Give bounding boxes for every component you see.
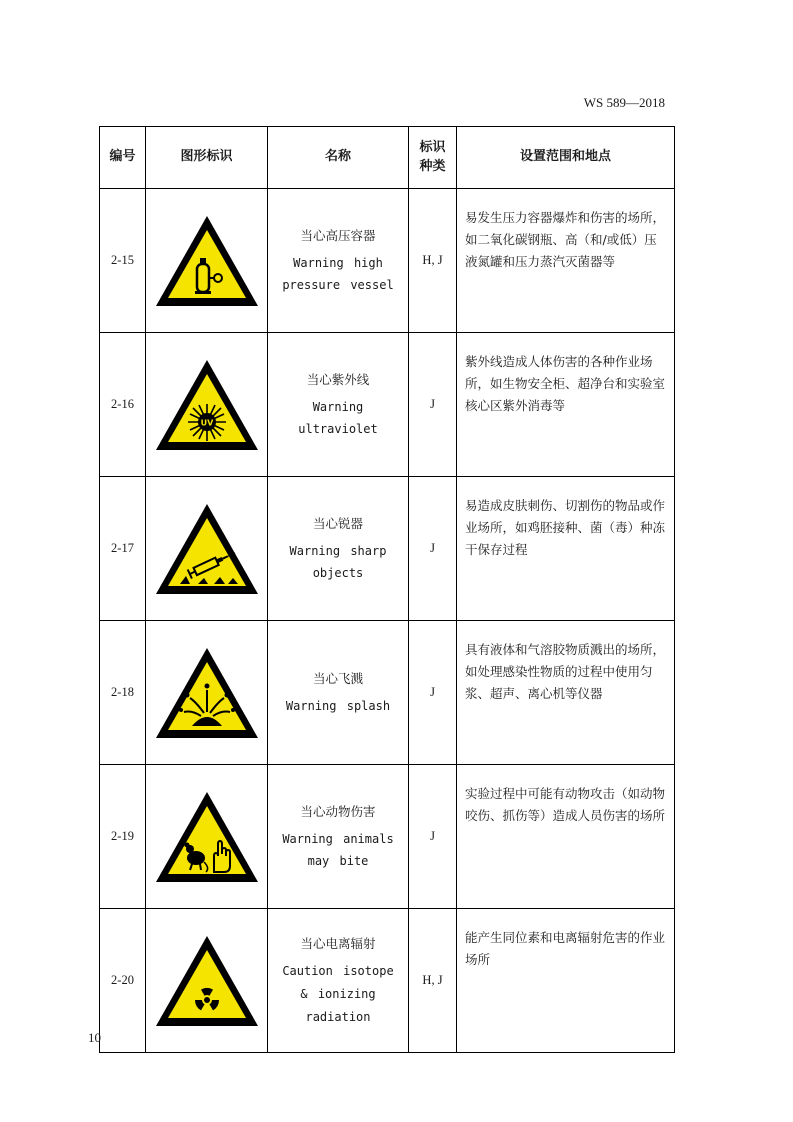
sign-location: 具有液体和气溶胶物质溅出的场所，如处理感染性物质的过程中使用匀浆、超声、离心机等仪器 [457, 621, 675, 765]
ionizing-radiation-warning-icon [154, 934, 260, 1028]
row-code: 2-20 [100, 909, 146, 1053]
row-code: 2-18 [100, 621, 146, 765]
sign-type: H, J [409, 189, 457, 333]
header-location: 设置范围和地点 [457, 127, 675, 189]
sign-type: J [409, 477, 457, 621]
sign-name-en: Caution isotope & ionizing radiation [282, 964, 394, 1024]
document-code: WS 589—2018 [583, 95, 665, 110]
sign-type: J [409, 765, 457, 909]
sign-type: J [409, 621, 457, 765]
sign-name-zh: 当心锐器 [312, 515, 363, 531]
sign-location: 紫外线造成人体伤害的各种作业场所，如生物安全柜、超净台和实验室核心区紫外消毒等 [457, 333, 675, 477]
row-code: 2-15 [100, 189, 146, 333]
sign-type: J [409, 333, 457, 477]
ultraviolet-warning-icon [154, 358, 260, 452]
sharp-objects-warning-icon [154, 502, 260, 596]
table-row [100, 189, 675, 333]
row-code: 2-17 [100, 477, 146, 621]
header-icon: 图形标识 [146, 127, 268, 189]
sign-name-zh: 当心动物伤害 [300, 803, 376, 819]
page-number: 10 [88, 1030, 101, 1045]
sign-name-en: Warning splash [285, 698, 391, 713]
svg-text:UV: UV [200, 418, 213, 427]
sign-name-en: Warning high pressure vessel [282, 255, 394, 293]
row-code: 2-19 [100, 765, 146, 909]
table-row [100, 909, 675, 1053]
sign-name-zh: 当心高压容器 [300, 227, 376, 243]
sign-location: 易发生压力容器爆炸和伤害的场所，如二氧化碳钢瓶、高（和/或低）压液氮罐和压力蒸汽灭菌器等 [457, 189, 675, 333]
warning-signs-table [99, 126, 675, 1053]
sign-name-zh: 当心电离辐射 [300, 936, 376, 952]
animal-bite-warning-icon [154, 790, 260, 884]
sign-location: 能产生同位素和电离辐射危害的作业场所 [457, 909, 675, 1053]
header-name: 名称 [268, 127, 409, 189]
row-code: 2-16 [100, 333, 146, 477]
table-row [100, 477, 675, 621]
splash-warning-icon [154, 646, 260, 740]
sign-name-zh: 当心飞溅 [312, 671, 363, 687]
header-code: 编号 [100, 127, 146, 189]
header-type: 标识种类 [409, 127, 457, 189]
sign-name-en: Warning sharp objects [289, 543, 387, 581]
table-header-row [100, 127, 675, 189]
sign-type: H, J [409, 909, 457, 1053]
table-row [100, 765, 675, 909]
sign-name-en: Warning ultraviolet [298, 399, 378, 437]
pressure-vessel-warning-icon [154, 214, 260, 308]
sign-name-en: Warning animals may bite [282, 831, 394, 869]
sign-location: 易造成皮肤刺伤、切割伤的物品或作业场所，如鸡胚接种、菌（毒）种冻干保存过程 [457, 477, 675, 621]
table-row [100, 333, 675, 477]
table-row [100, 621, 675, 765]
sign-location: 实验过程中可能有动物攻击（如动物咬伤、抓伤等）造成人员伤害的场所 [457, 765, 675, 909]
sign-name-zh: 当心紫外线 [306, 371, 370, 387]
